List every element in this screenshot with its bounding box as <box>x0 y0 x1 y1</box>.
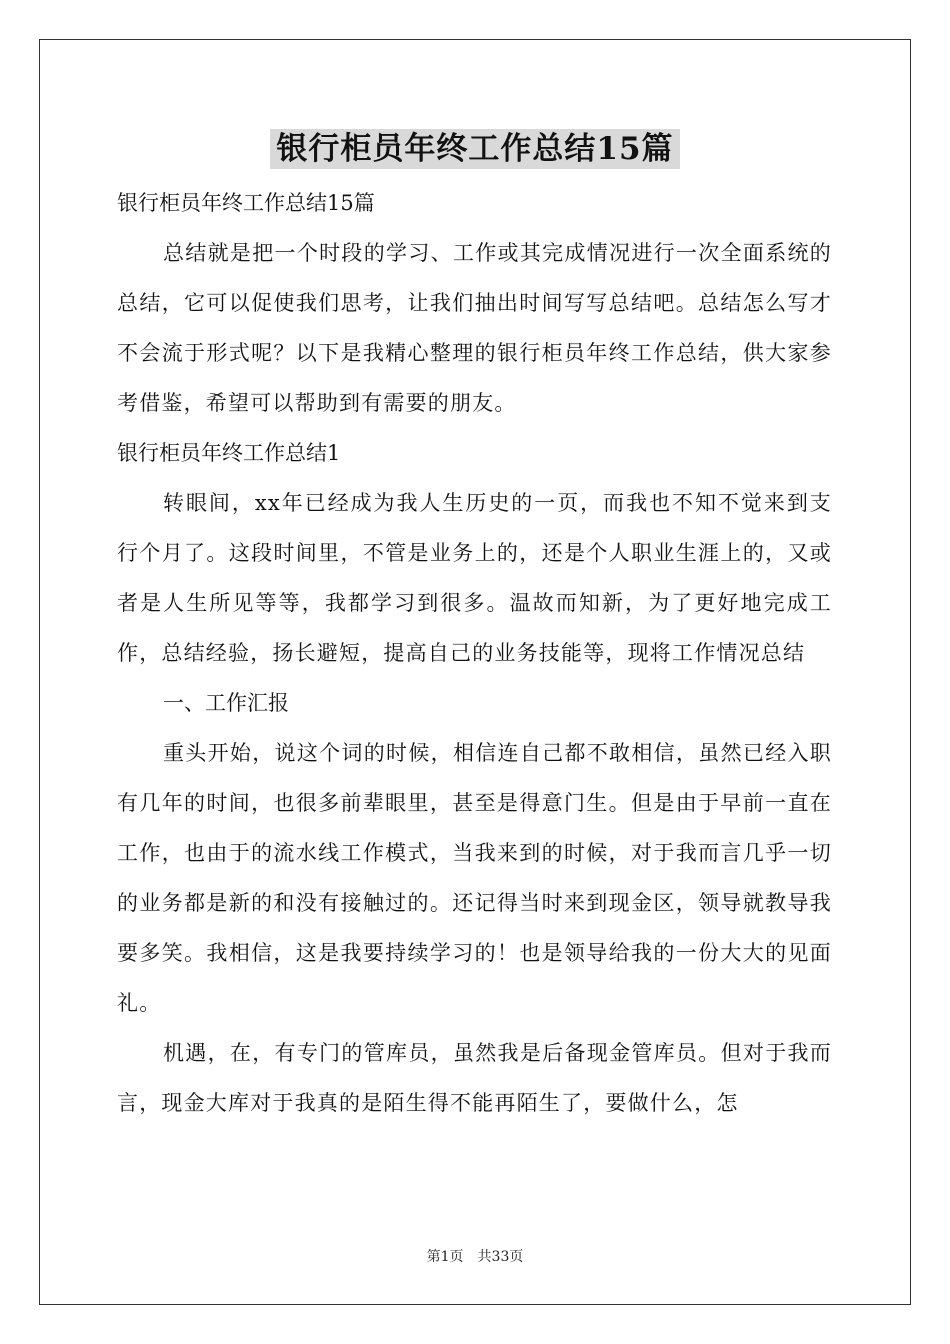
document-body <box>117 178 832 1128</box>
page-number: 第1页 共33页 <box>426 1249 524 1265</box>
sub-heading: 一、工作汇报 <box>163 691 289 715</box>
body-paragraph-1: 转眼间，xx年已经成为我人生历史的一页，而我也不知不觉来到支行个月了。这段时间里，不管是业务上的，还是个人职业生涯上的，又或者是人生所见等等，我都学习到很多。温故而知新，为了更好地完成工作，总结经验，扬长避短，提高自己的业务技能等，现将工作情况总结 <box>117 491 832 665</box>
body-paragraph-2: 重头开始，说这个词的时候，相信连自己都不敢相信，虽然已经入职有几年的时间，也很多前辈眼里，甚至是得意门生。但是由于早前一直在工作，也由于的流水线工作模式，当我来到的时候，对于我而言几乎一切的业务都是新的和没有接触过的。还记得当时来到现金区，领导就教导我要多笑。我相信，这是我要持续学习的！也是领导给我的一份大大的见面礼。 <box>117 741 832 1015</box>
body-paragraph-3: 机遇，在，有专门的管库员，虽然我是后备现金管库员。但对于我而言，现金大库对于我真的是陌生得不能再陌生了，要做什么，怎 <box>117 1041 832 1115</box>
section-heading: 银行柜员年终工作总结1 <box>117 441 341 465</box>
document-title <box>0 124 950 174</box>
document-subtitle: 银行柜员年终工作总结15篇 <box>117 191 375 215</box>
document-title-text: 银行柜员年终工作总结15篇 <box>270 129 679 169</box>
intro-paragraph: 总结就是把一个时段的学习、工作或其完成情况进行一次全面系统的总结，它可以促使我们思考，让我们抽出时间写写总结吧。总结怎么写才不会流于形式呢？以下是我精心整理的银行柜员年终工作总结，供大家参考借鉴，希望可以帮助到有需要的朋友。 <box>117 241 832 415</box>
page-footer <box>0 1246 950 1266</box>
